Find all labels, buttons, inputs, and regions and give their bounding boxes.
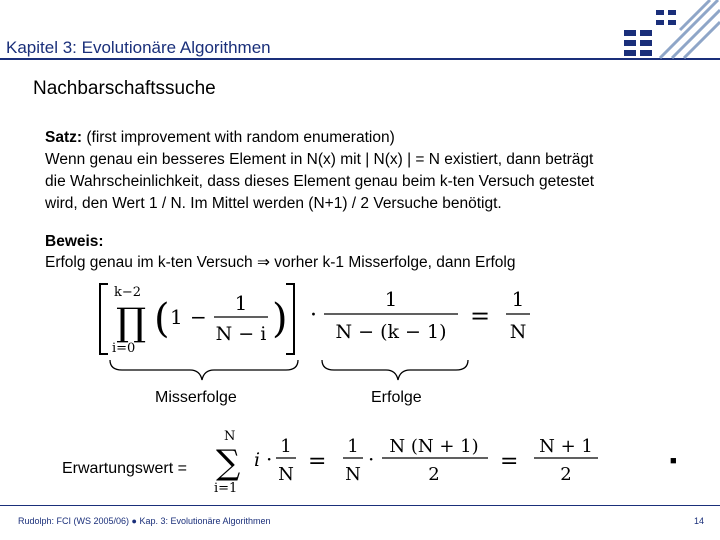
product-lower-limit: i=0: [112, 341, 136, 356]
fraction2-denominator: N − (k − 1): [335, 321, 447, 343]
fraction2-numerator: 1: [384, 287, 398, 311]
cdot-2: ·: [368, 447, 375, 471]
brace-label-erfolge: Erfolge: [371, 389, 422, 406]
slide-header-title: Kapitel 3: Evolutionäre Algorithmen: [6, 38, 271, 57]
sum-lower-limit: i=1: [214, 481, 238, 496]
erwartungswert-label: Erwartungswert =: [62, 460, 187, 477]
fraction3-denominator: 2: [428, 464, 440, 485]
qed-mark: ■: [670, 455, 677, 467]
fraction3-denominator: N: [509, 321, 527, 343]
fraction4-numerator: N + 1: [539, 436, 593, 457]
sum-upper-limit: N: [224, 429, 236, 444]
beweis-pre: Erfolg genau im k-ten Versuch: [45, 254, 257, 271]
fraction4-denominator: 2: [560, 464, 572, 485]
implies-arrow-icon: ⇒: [256, 254, 270, 271]
cdot: ·: [310, 303, 317, 328]
satz-line: die Wahrscheinlichkeit, dass dieses Element genau beim k-ten Versuch getestet: [45, 173, 595, 190]
underbrace-right: [322, 360, 468, 380]
equals: =: [470, 302, 491, 330]
product-upper-limit: k−2: [114, 285, 142, 300]
sum-symbol: ∑: [216, 443, 241, 483]
satz-title: (first improvement with random enumeration): [82, 129, 395, 146]
brace-label-misserfolge: Misserfolge: [155, 389, 237, 406]
satz-heading: [45, 128, 705, 148]
footer-text: Rudolph: FCI (WS 2005/06) ● Kap. 3: Evolutionäre Algorithmen: [18, 516, 271, 526]
minus: −: [190, 305, 207, 329]
satz-line: wird, den Wert 1 / N. Im Mittel werden (N+1) / 2 Versuche benötigt.: [45, 195, 502, 212]
cdot: ·: [266, 447, 273, 471]
equals-2: =: [500, 449, 519, 474]
beweis-label: Beweis:: [45, 233, 104, 250]
page-number: 14: [694, 516, 705, 526]
slide-subtitle: Nachbarschaftssuche: [33, 78, 216, 99]
fraction2-numerator: 1: [347, 436, 359, 457]
fraction1-numerator: 1: [234, 291, 248, 315]
footer-rule: [0, 505, 720, 506]
open-paren: (: [154, 296, 170, 342]
left-bracket: [100, 284, 108, 354]
close-paren: ): [272, 296, 288, 342]
header-rule: [0, 58, 720, 60]
satz-line: Wenn genau ein besseres Element in N(x) mit | N(x) | = N existiert, dann beträgt: [45, 151, 594, 168]
fraction1-numerator: 1: [280, 436, 292, 457]
fraction2-denominator: N: [345, 464, 361, 485]
beweis-post: vorher k-1 Misserfolge, dann Erfolg: [269, 254, 516, 271]
equals-1: =: [308, 449, 327, 474]
fraction3-numerator: 1: [511, 287, 525, 311]
fraction1-denominator: N: [278, 464, 294, 485]
one: 1: [170, 305, 183, 329]
formula-sum: [208, 426, 608, 496]
product-symbol: ∏: [116, 300, 147, 344]
fraction3-numerator: N (N + 1): [389, 436, 479, 457]
underbrace-left: [110, 360, 298, 380]
university-logo: [620, 0, 720, 60]
beweis-line: [45, 253, 705, 273]
formula-product: [90, 278, 550, 386]
satz-label: Satz:: [45, 129, 83, 146]
index-i: i: [254, 449, 261, 471]
fraction1-denominator: N − i: [215, 323, 267, 345]
